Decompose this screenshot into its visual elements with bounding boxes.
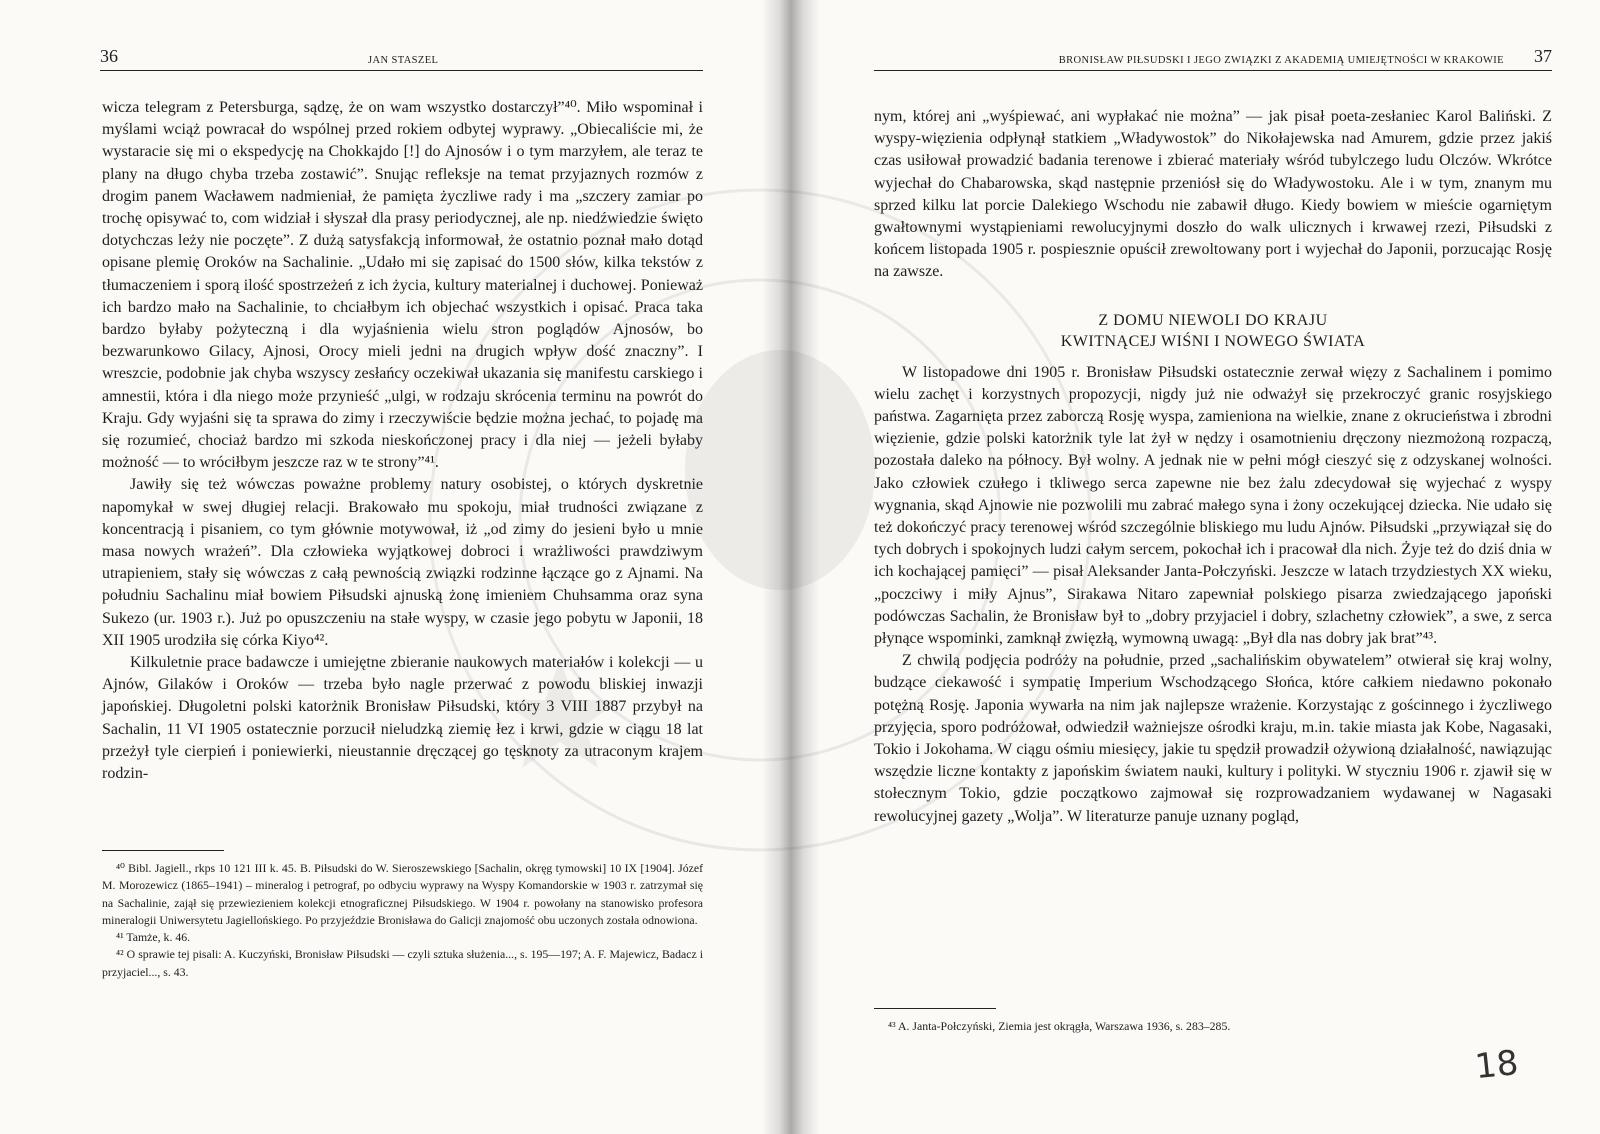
right-footnote-rule [874,1008,996,1009]
left-body-text [102,97,703,785]
left-paragraph-3: Kilkuletnie prace badawcze i umiejętne zbieranie naukowych materiałów i kolekcji — u Ajnów, Gilaków i Oroków — trzeba było nagle przerwać z powodu bliskiej inwazji japońskiej. Długoletni polski katorżnik Bronisław Piłsudski, który 3 VIII 1887 przybył na Sachalin, 11 VI 1905 ostatecznie porzucił nieludzką ziemię łez i krwi, gdzie w ciągu 18 lat przeżył tyle cierpień i poniewierki, nieustannie dręczącej go tęsknoty za utraconym krajem rodzin- [102,654,703,783]
right-paragraph-3: Z chwilą podjęcia podróży na południe, przed „sachalińskim obywatelem” otwierał się kraj wolny, budzące ciekawość i sympatię Imperium Wschodzącego Słońca, które całkiem niedawno pokonało potężną Rosję. Japonia wywarła na nim jak najlepsze wrażenie. Korzystając z gościnnego i życzliwego przyjęcia, sporo podróżował, odwiedził ważniejsze ośrodki kraju, m.in. takie miasta jak Kobe, Nagasaki, Tokio i Jokohama. W ciągu ośmiu miesięcy, jakie tu spędził prowadził ożywioną działalność, nawiązując wszędzie liczne kontakty z japońskim światem nauki, kultury i polityki. W styczniu 1906 r. zjawił się w stołecznym Tokio, gdzie początkowo zajmował się rozprowadzaniem wydawanej w Nagasaki rewolucyjnej gazety „Wolja”. W literaturze panuje uznany pogląd, [874,652,1552,825]
right-page [790,0,1600,1134]
handwritten-page-mark: 18 [1473,1042,1521,1088]
book-gutter-shadow [762,0,820,1134]
section-heading-line-2: KWITNĄCEJ WIŚNI I NOWEGO ŚWIATA [1060,332,1366,350]
left-running-header [100,48,703,71]
right-running-title: BRONISŁAW PIŁSUDSKI I JEGO ZWIĄZKI Z AKADEMIĄ UMIEJĘTNOŚCI W KRAKOWIE [1058,55,1504,66]
left-running-title: JAN STASZEL [368,55,439,66]
footnote-43: ⁴³ A. Janta-Połczyński, Ziemia jest okrągła, Warszawa 1936, s. 283–285. [888,1019,1231,1033]
right-paragraph-2: W listopadowe dni 1905 r. Bronisław Piłsudski ostatecznie zerwał więzy z Sachalinem i pomimo wielu zachęt i korzystnych propozycji, nigdy już nie odważył się przekroczyć granic rosyjskiego państwa. Zagarnięta przez zaborczą Rosję wyspa, zamieniona na wielkie, znane z okrucieństwa i zbrodni więzienie, gdzie polski katorżnik tyle lat żył w nędzy i osamotnieniu dręczony niezmożoną rozpaczą, pozostała daleko na północy. Był wolny. A jednak nie w pełni mógł cieszyć się z odzyskanej wolności. Jako człowiek czułego i tkliwego serca zapewne nie bez żalu zdecydował się wyjechać z wyspy wygnania, skąd Ajnowie nie pozwolili mu zabrać małego syna i żony oczekującej dziecka. Nie udało się też dokończyć pracy terenowej wśród szczególnie bliskiego mu ludu Ajnów. Piłsudski „przywiązał się do tych dobrych i spokojnych ludzi całym sercem, pokochał ich i pracował dla nich. Żyje też do dziś dnia w ich kochającej pamięci” — pisał Aleksander Janta-Połczyński. Jeszcze w latach trzydziestych XX wieku, „poczciwy i miły Ajnus”, Sirakawa Nitaro zapewniał polskiego pisarza zwiedzającego japoński podówczas Sachalin, że Bronisław był to „dobry przyjaciel i dobry, szlachetny człowiek”, a swe, z serca płynące wspominki, zamknął zwięzłą, wymowną uwagą: „Był dla nas dobry jak brat”⁴³. [874,363,1552,648]
left-page [0,0,790,1134]
left-footnote-rule [102,850,224,851]
section-heading [874,310,1552,352]
right-body-text [874,106,1552,828]
right-page-number: 37 [1534,46,1552,66]
left-footnotes [102,860,703,981]
left-page-number: 36 [100,46,118,66]
left-paragraph-1: wicza telegram z Petersburga, sądzę, że on wam wszystko dostarczył”⁴⁰. Miło wspominał i myślami wciąż powracał do wspólnej przed rokiem odbytej wyprawy. „Obiecaliście mi, że wystaracie się mi o ekspedycję na Chokkajdo [!] do Ajnosów i o tym marzyłem, ale teraz te plany na długo chyba trzeba zostawić”. Snując refleksje na temat przyjaznych rozmów z drogim panem Wacławem nadmieniał, że pamięta życzliwe rady i ma „szczery zamiar po trochę opisywać to, com widział i słyszał dla prasy periodycznej, ale np. niedźwiedzie święto dotychczas leży nie poczęte”. Z dużą satysfakcją informował, że ostatnio poznał mało dotąd opisane plemię Oroków na Sachalinie. „Udało mi się zapisać do 1500 słów, kilka tekstów z tłumaczeniem i sporą ilość spostrzeżeń z ich życia, kultury materialnej i duchowej. Ponieważ ich bardzo mało na Sachalinie, to chciałbym ich objechać wszystkich i opisać. Praca taka bardzo byłaby pożyteczną i dla wyjaśnienia wielu stron poglądów Ajnosów, bo bezwarunkowo Gilacy, Ajnosi, Orocy mieli jedni na drugich wpływ dość znaczny”. I wreszcie, podobnie jak chyba wszyscy zesłańcy oczekiwał ukazania się manifestu carskiego i amnestii, która i dla niego może przynieść „ulgi, w rodzaju skrócenia terminu na powrót do Kraju. Gdy wyjaśni się ta sprawa do zimy i rzeczywiście będzie można jechać, to pojadę ma się rozumieć, chociaż bardzo mi szkoda nieskończonej pracy i dla niej — jeżeli byłaby możność — to wróciłbym jeszcze raz w te strony”⁴¹. [102,99,703,472]
right-paragraph-1: nym, której ani „wyśpiewać, ani wypłakać nie można” — jak pisał poeta-zesłaniec Karol Baliński. Z wyspy-więzienia odpłynął statkiem „Władywostok” do Nikołajewska nad Amurem, gdzie przez jakiś czas usiłował prowadzić badania terenowe i zbierać materiały wśród tubylczego ludu Olczów. Wkrótce wyjechał do Chabarowska, skąd następnie przeniósł się do Władywostoku. Ale i w tym, znanym mu sprzed kilku lat porcie Dalekiego Wschodu nie zabawił długo. Kiedy bowiem w mieście ogarniętym gwałtownymi wystąpieniami rewolucyjnymi doszło do walk ulicznych i krwawej rzezi, Piłsudski z końcem listopada 1905 r. pospiesznie opuścił zrewoltowany port i wyjechał do Japonii, porzucając Rosję na zawsze. [874,108,1552,281]
footnote-42: ⁴² O sprawie tej pisali: A. Kuczyński, Bronisław Piłsudski — czyli sztuka służenia..., s. 195—197; A. F. Majewicz, Badacz i przyjaciel..., s. 43. [102,947,703,979]
right-footnotes [874,1018,1552,1035]
left-paragraph-2: Jawiły się też wówczas poważne problemy natury osobistej, o których dyskretnie napomykał w swej długiej relacji. Brakowało mu spokoju, miał trudności związane z koncentracją i pisaniem, co tym głównie motywował, iż „od zimy do jesieni było u mnie masa nowych wrażeń”. Dla człowieka wyjątkowej dobroci i wrażliwości prawdziwym utrapieniem, stały się wówczas z całą pewnością związki rodzinne łączące go z Ajnami. Na południu Sachalinu miał bowiem Piłsudski ajnuską żonę imieniem Chuhsamma oraz syna Sukezo (ur. 1903 r.). Już po opuszczeniu na stałe wyspy, w czasie jego pobytu w Japonii, 18 XII 1905 urodziła się córka Kiyo⁴². [102,476,703,649]
footnote-40: ⁴⁰ Bibl. Jagiell., rkps 10 121 III k. 45. B. Piłsudski do W. Sieroszewskiego [Sachalin, okręg tymowski] 10 IX [1904]. Józef M. Morozewicz (1865–1941) – mineralog i petrograf, po odbyciu wyprawy na Wyspy Komandorskie w 1903 r. zatrzymał się na Sachalinie, zajął się przewiezieniem kolekcji etnograficznej Piłsudskiego. W 1904 r. powołany na stanowisko profesora mineralogii Uniwersytetu Jagiellońskiego. Po przyjeździe Bronisława do Galicji znajomość obu uczonych została odnowiona. [102,861,703,927]
right-running-header [874,48,1552,71]
section-heading-line-1: Z DOMU NIEWOLI DO KRAJU [1098,311,1328,329]
footnote-41: ⁴¹ Tamże, k. 46. [116,930,191,945]
